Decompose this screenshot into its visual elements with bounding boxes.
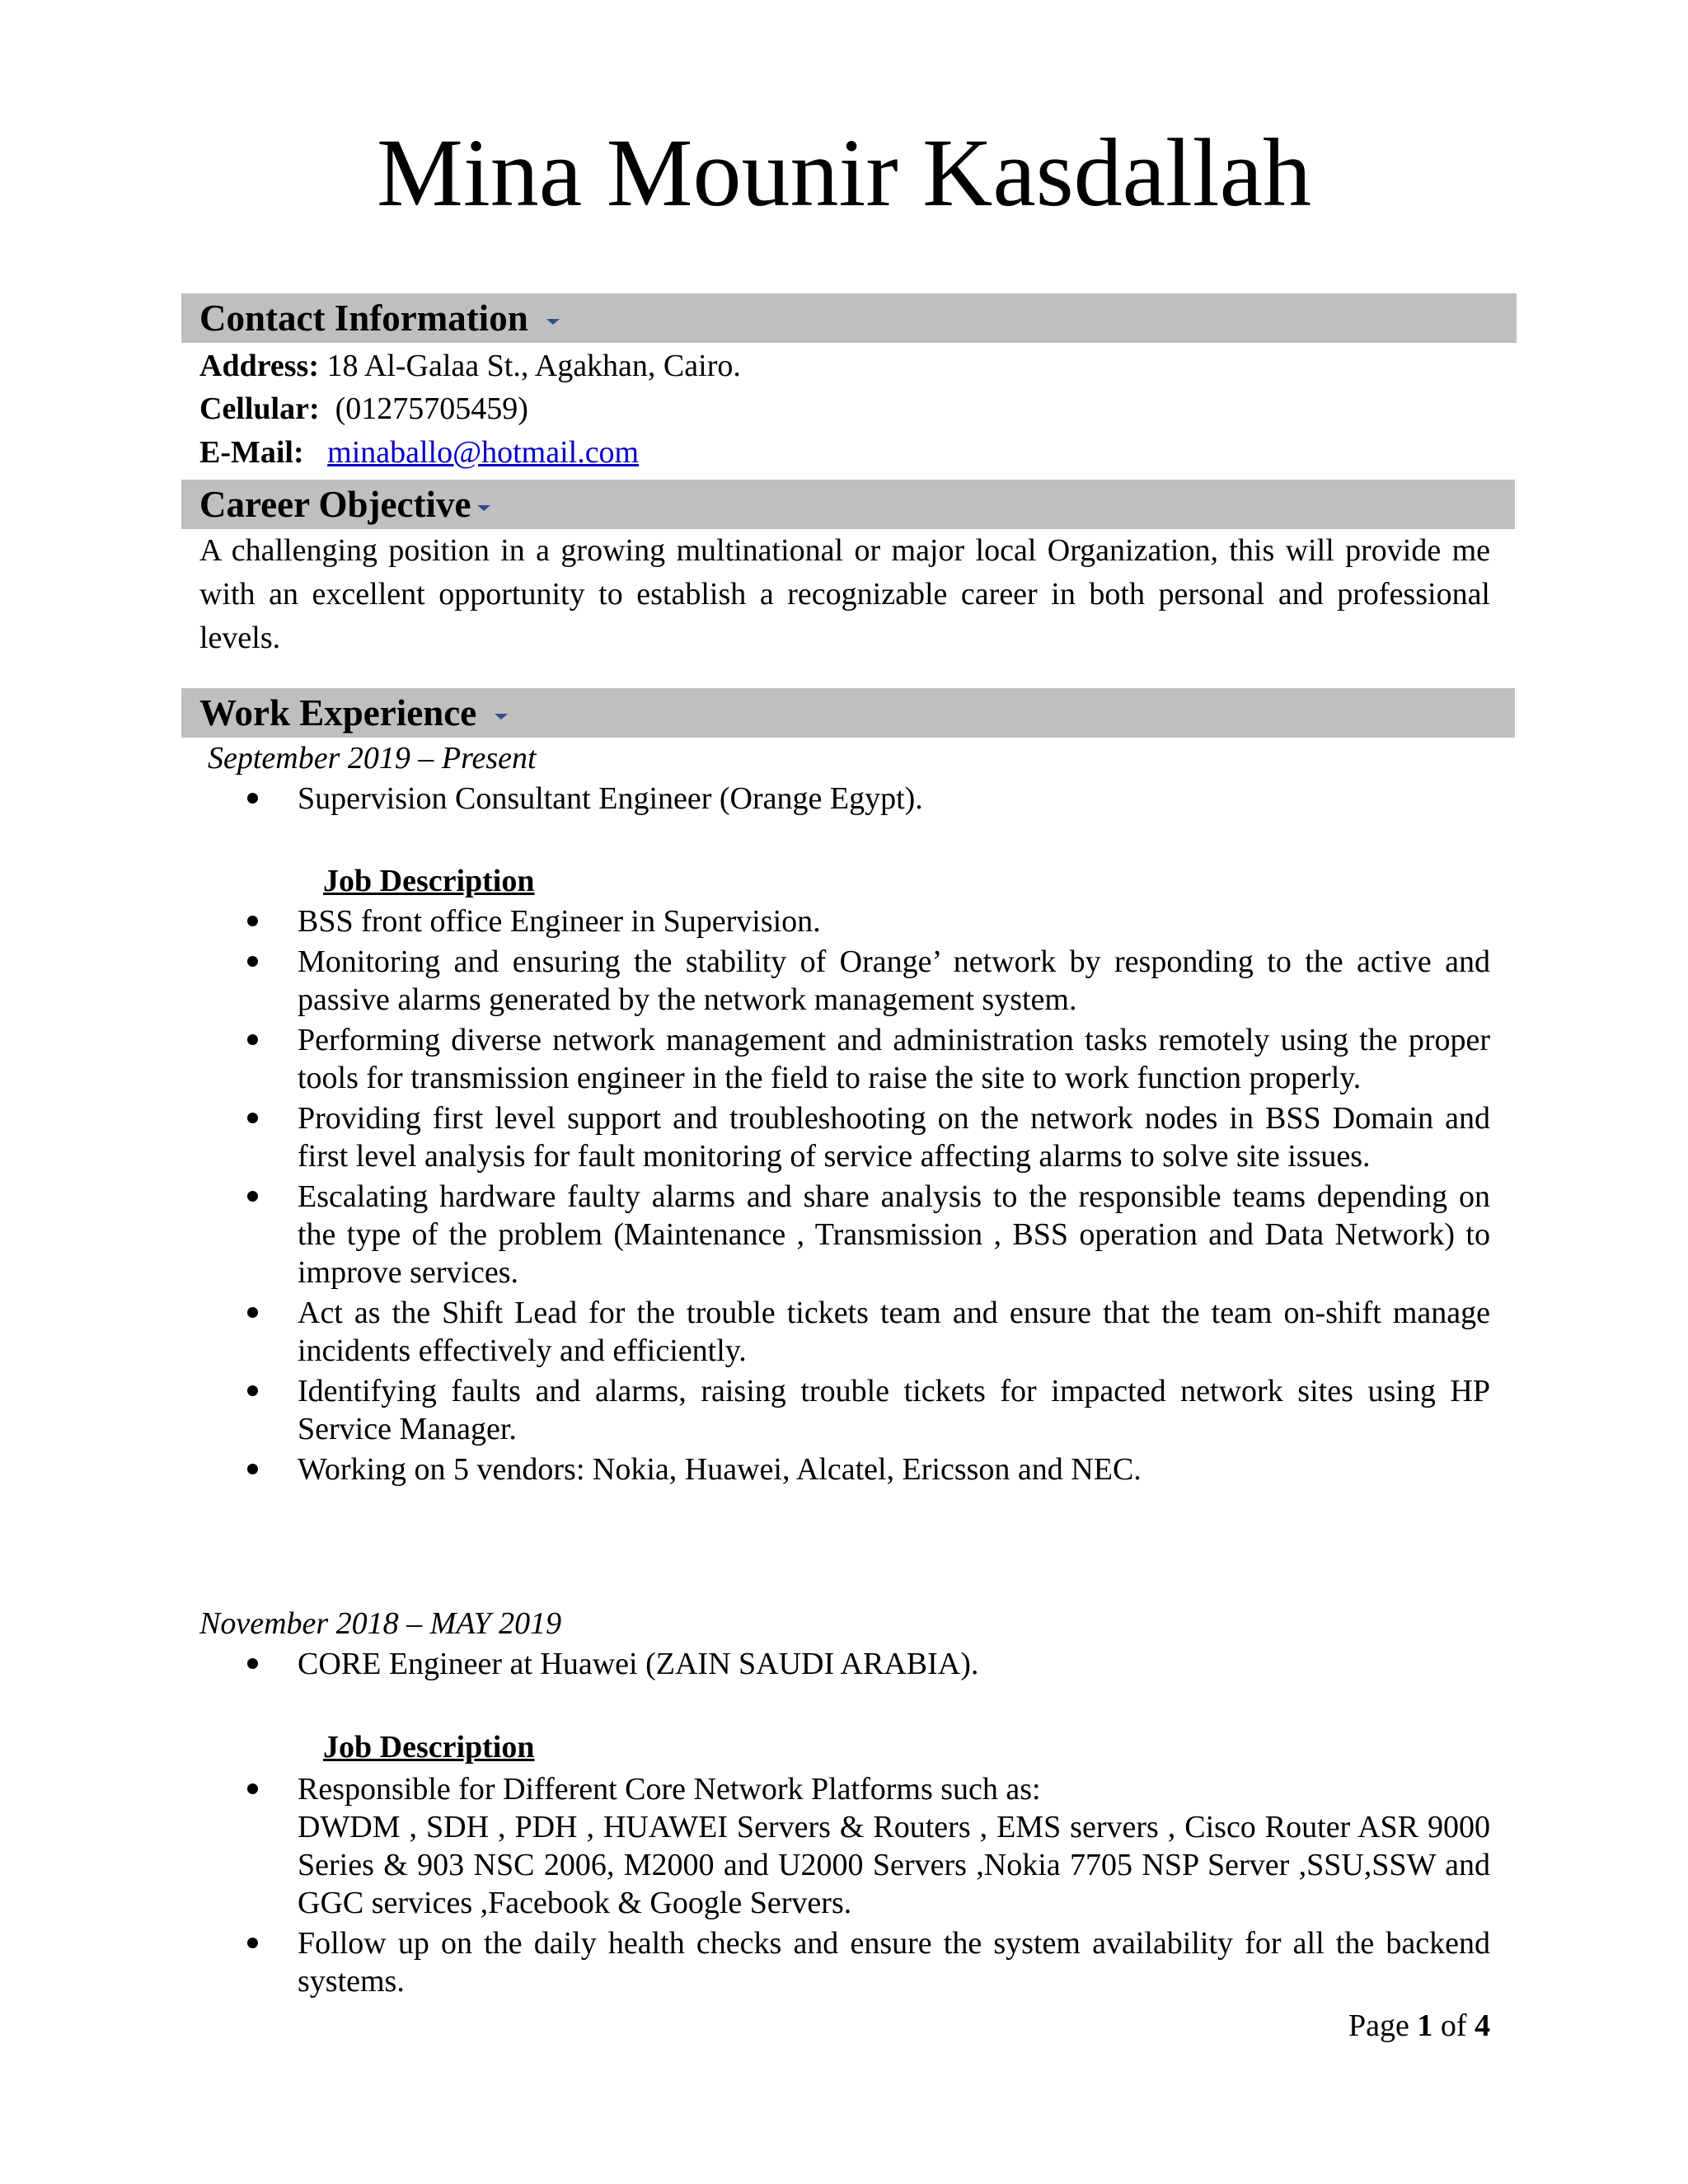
candidate-name: Mina Mounir Kasdallah (377, 119, 1311, 227)
objective-heading: Career Objective (199, 484, 471, 525)
job-date: September 2019 – Present (208, 741, 537, 776)
list-item: Identifying faults and alarms, raising trouble tickets for impacted network sites using HP Service Manager. (247, 1372, 1490, 1448)
list-item: BSS front office Engineer in Supervision. (247, 902, 1490, 940)
job-description-list (247, 1770, 1490, 2003)
bullet-icon (247, 1464, 258, 1474)
platforms-text: DWDM , SDH , PDH , HUAWEI Servers & Routers , EMS servers , Cisco Router ASR 9000 Series & 903 NSC 2006, M2000 and U2000 Servers ,Nokia 7705 NSP Server ,SSU,SSW and GGC services ,Facebook & Google Servers. (298, 1810, 1490, 1920)
chevron-down-icon (477, 505, 490, 511)
job-description-list (247, 902, 1490, 1491)
email-label: E-Mail: (199, 435, 304, 470)
job-title: CORE Engineer at Huawei (ZAIN SAUDI ARABIA). (247, 1645, 1490, 1683)
job-title: Supervision Consultant Engineer (Orange Egypt). (247, 780, 1490, 818)
chevron-down-icon (546, 319, 560, 325)
bullet-icon (247, 1783, 258, 1794)
list-item: Monitoring and ensuring the stability of Orange’ network by responding to the active and passive alarms generated by the network management system. (247, 943, 1490, 1019)
objective-section-header (181, 480, 1515, 529)
bullet-icon (247, 916, 258, 926)
email-line (199, 433, 639, 472)
list-item: Act as the Shift Lead for the trouble tickets team and ensure that the team on-shift manage incidents effectively and efficiently. (247, 1294, 1490, 1370)
objective-text: A challenging position in a growing multinational or major local Organization, this will provide me with an excellent opportunity to establish a recognizable career in both personal and professional levels. (199, 533, 1490, 655)
work-section-header (181, 688, 1515, 738)
contact-section-header (181, 293, 1517, 343)
work-heading: Work Experience (199, 692, 477, 733)
bullet-icon (247, 1307, 258, 1318)
job-title-list (247, 780, 1490, 820)
bullet-icon (247, 1113, 258, 1123)
bullet-icon (247, 1191, 258, 1202)
job-description-heading: Job Description (323, 864, 535, 898)
list-item: Working on 5 vendors: Nokia, Huawei, Alcatel, Ericsson and NEC. (247, 1451, 1490, 1488)
list-item: Follow up on the daily health checks and ensure the system availability for all the backend systems. (247, 1924, 1490, 2000)
email-link[interactable]: minaballo@hotmail.com (327, 435, 640, 470)
bullet-icon (247, 956, 258, 967)
cellular-line (199, 389, 528, 429)
bullet-icon (247, 1658, 258, 1669)
contact-heading: Contact Information (199, 298, 528, 339)
bullet-icon (247, 793, 258, 804)
list-item: Responsible for Different Core Network Platforms such as: DWDM , SDH , PDH , HUAWEI Servers & Routers , EMS servers , Cisco Router ASR 9000 Series & 903 NSC 2006, M2000 and U2000 Servers ,Nokia 7705 NSP Server ,SSU,SSW and GGC services ,Facebook & Google Servers. (247, 1770, 1490, 1922)
address-value: 18 Al-Galaa St., Agakhan, Cairo. (326, 349, 741, 383)
list-item: Escalating hardware faulty alarms and share analysis to the responsible teams depending on the type of the problem (Maintenance , Transmission , BSS operation and Data Network) to improve services. (247, 1178, 1490, 1291)
bullet-icon (247, 1385, 258, 1396)
cellular-value: (01275705459) (335, 391, 528, 426)
cellular-label: Cellular: (199, 391, 320, 426)
chevron-down-icon (495, 714, 508, 719)
address-line (199, 346, 741, 386)
bullet-icon (247, 1034, 258, 1045)
job-title-list (247, 1645, 1490, 1685)
job-date: November 2018 – MAY 2019 (199, 1606, 562, 1641)
bullet-icon (247, 1938, 258, 1948)
job-description-heading: Job Description (323, 1730, 535, 1765)
page-number: Page 1 of 4 (1348, 2008, 1490, 2043)
list-item: Performing diverse network management and administration tasks remotely using the proper tools for transmission engineer in the field to raise the site to work function properly. (247, 1021, 1490, 1097)
address-label: Address: (199, 349, 319, 383)
list-item: Providing first level support and troubleshooting on the network nodes in BSS Domain and first level analysis for fault monitoring of service affecting alarms to solve site issues. (247, 1099, 1490, 1175)
